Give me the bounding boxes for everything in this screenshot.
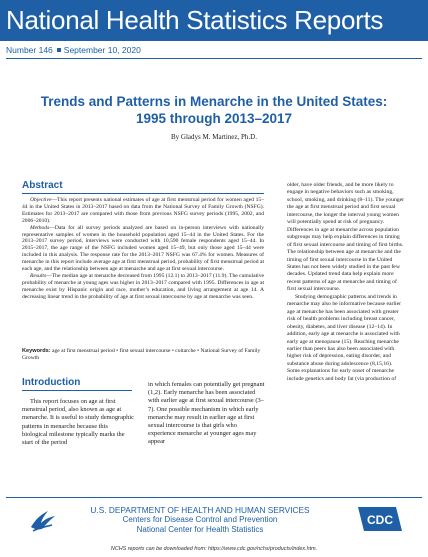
- report-number: Number 146: [6, 45, 53, 55]
- abstract-methods: [22, 225, 264, 273]
- right-paragraph-2: Studying demographic patterns and trends in menarche may also be informative because earlier age at menarche has been associated with greater risk of health problems including breast cancer, obesity, diabetes, and liver disease (12–14). In addition, early age at menarche is associated with early age at menopause (15). Reaching menarche earlier than peers has also been associated with higher risk of depression, eating disorder, and substance abuse during adolescence (8,15,16). Some explanations for early onset of menarche include genetics and body fat (via production of: [287, 293, 402, 382]
- issue-line: [6, 45, 141, 55]
- report-title-line-1: Trends and Patterns in Menarche in the United States:: [40, 94, 388, 109]
- series-title: National Health Statistics Reports: [6, 5, 384, 35]
- results-text: —The median age at menarche decreased from 1995 (12.1) to 2013–2017 (11.9). The cumulative probability of menarche at young ages was higher in 2013–2017 compared with 1995. Differences in age at menarche exist by Hispanic origin and race, mother’s education, and living arrangement at age 14. A decreasing linear trend in the probability of age at first sexual intercourse by age at menarche was seen.: [22, 272, 264, 300]
- report-title: [20, 93, 408, 127]
- report-date: September 10, 2020: [63, 45, 141, 55]
- objective-text: —This report presents national estimates of age at first menstrual period for women aged 15–44 in the United States in 2013–2017 based on data from the National Survey of Family Growth (NSFG). Estimates for 2013–2017 are compared with those from previous NSFG survey periods (1995, 2002, and 2006–2010).: [22, 197, 264, 224]
- introduction-rule: [22, 390, 132, 391]
- results-label: Results: [30, 272, 47, 279]
- agency-block: [66, 505, 334, 534]
- keywords: [22, 348, 264, 362]
- abstract-results: [22, 273, 264, 301]
- agency-line-1: U.S. DEPARTMENT OF HEALTH AND HUMAN SERVICES: [90, 505, 310, 515]
- abstract-rule: [22, 193, 264, 194]
- right-column-text: [287, 182, 405, 383]
- agency-line-3: National Center for Health Statistics: [136, 524, 264, 534]
- keywords-label: Keywords:: [22, 348, 51, 354]
- objective-label: Objective: [30, 197, 52, 203]
- download-note: NCHS reports can be downloaded from: https://www.cdc.gov/nchs/products/index.htm.: [110, 546, 318, 552]
- header-divider: [6, 58, 422, 59]
- agency-line-2: Centers for Disease Control and Prevention: [122, 515, 278, 524]
- separator-square-icon: [57, 48, 61, 52]
- masthead-banner: [0, 0, 428, 41]
- abstract-heading: Abstract: [22, 180, 63, 191]
- intro-col2-text: in which females can potentially get pregnant (1,2). Early menarche has been associated with earlier age at first sexual intercourse (3–7). One possible mechanism in which early menarche may result in earlier age at first sexual intercourse is that girls who experience menarche at younger ages may appear: [148, 381, 265, 446]
- hhs-eagle-logo-icon: [28, 505, 58, 535]
- report-title-line-2: 1995 through 2013–2017: [135, 111, 293, 126]
- footer-divider: [6, 497, 422, 498]
- methods-text: —Data for all survey periods analyzed are based on in-person interviews with nationally representative samples of women in the household population aged 15–44 in the United States. For the 2013–2017 survey period, interviews were conducted with 10,590 female respondents aged 15–44. In 2015–2017, the age range of the NSFG included women aged 15–49, but only those aged 15–44 were included in this analysis. The response rate for the 2013–2017 NSFG was 67.4% for women. Measures of menarche in this report include average age at first menstrual period, probability of first menstrual period at each age, and the relationship between age at menarche and age at first sexual intercourse.: [22, 224, 264, 273]
- introduction-col-2: [148, 381, 266, 447]
- right-paragraph-1: older, have older friends, and be more likely to engage in negative behaviors such as smoking, school, smoking, and drinking (8–11). The younger the age at first menstrual period and first sexual intercourse, the longer the interval young women will potentially spend at risk of pregnancy. Differences in age at menarche across population subgroups may help explain differences in timing of first sexual intercourse and timing of first births. The relationship between age at menarche and the timing of first sexual intercourse in the United States has not been widely studied in the past few decades. Updated trend data help explain more recent patterns of age at menarche and timing of first sexual intercourse.: [287, 182, 405, 293]
- cdc-logo-icon: [356, 505, 404, 533]
- cdc-logo-text: CDC: [367, 513, 393, 527]
- methods-label: Methods: [30, 224, 50, 231]
- keywords-text: age at first menstrual period • first sexual intercourse • coitarche • National Survey of Family Growth: [22, 348, 261, 361]
- abstract-objective: [22, 197, 264, 225]
- introduction-col-1: [22, 398, 134, 447]
- intro-col1-text: This report focuses on age at first menstrual period, also known as age at menarche. It is useful to study demographic patterns in menarche because this biological milestone typically marks the start of the period: [22, 398, 134, 447]
- abstract-body: [22, 197, 264, 301]
- introduction-heading: Introduction: [22, 377, 81, 388]
- author-byline: By Gladys M. Martinez, Ph.D.: [171, 133, 257, 141]
